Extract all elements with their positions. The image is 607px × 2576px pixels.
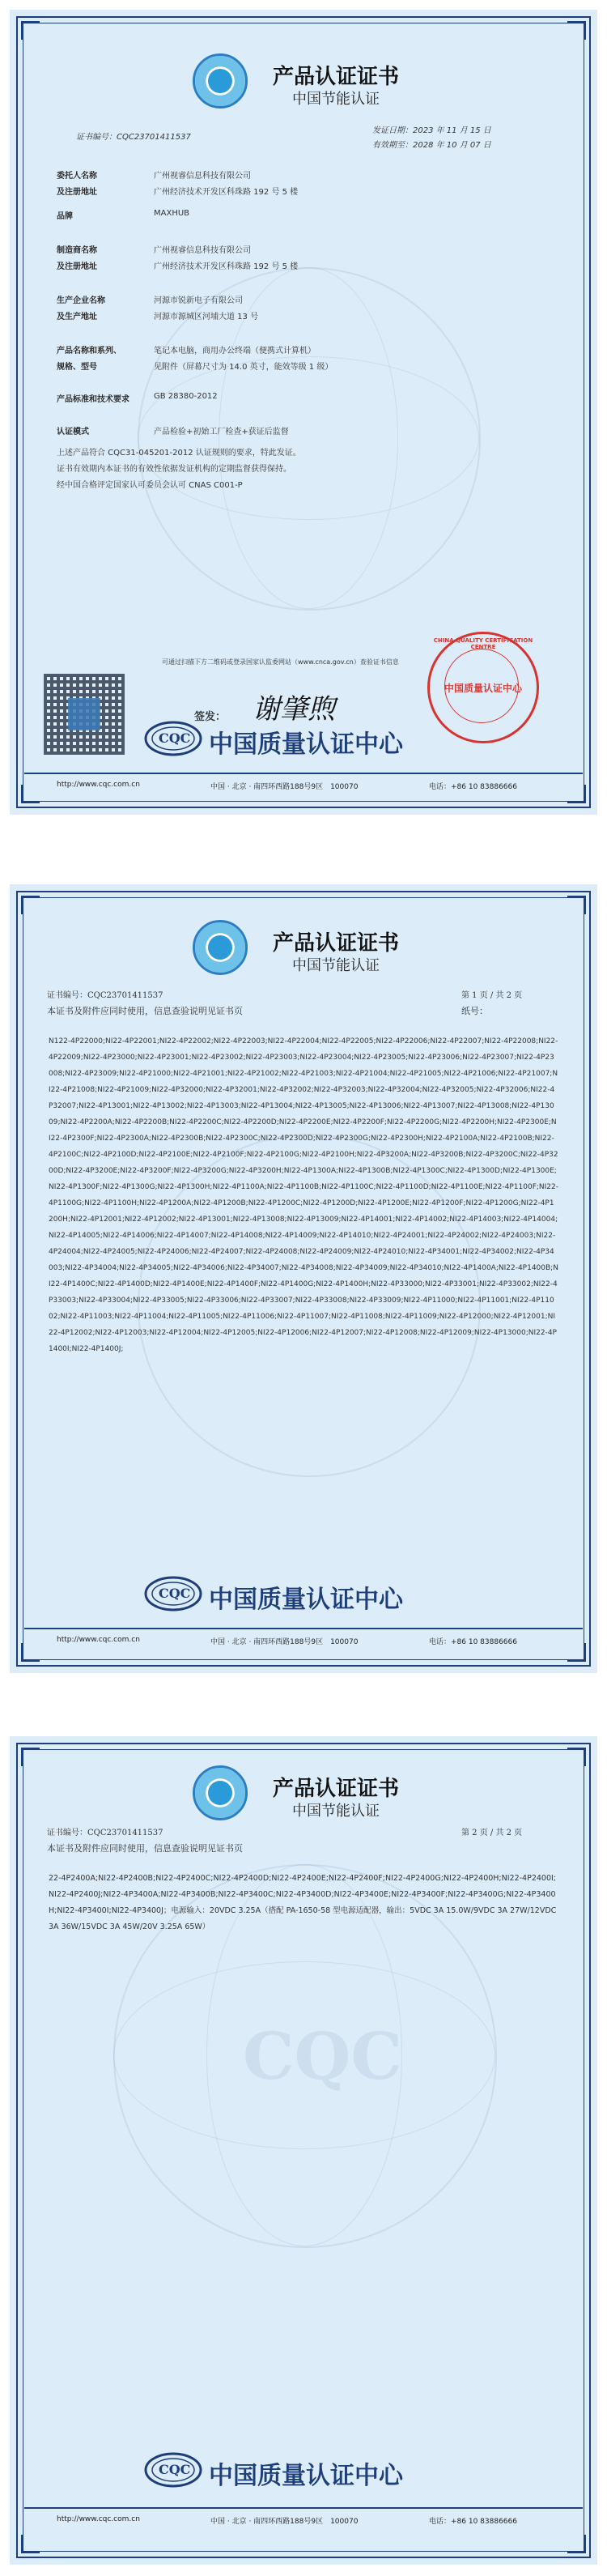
statement-line: 上述产品符合 CQC31-045201-2012 认证规则的要求，特此发证。 <box>57 449 301 458</box>
footer-divider <box>24 773 583 774</box>
field-value: 广州视睿信息科技有限公司 <box>154 246 251 255</box>
field-label: 产品名称和系列、 <box>57 347 121 356</box>
cqc-logo-text: CQC <box>159 730 191 746</box>
frame-corner <box>21 896 40 914</box>
field-label: 产品标准和技术要求 <box>57 395 129 404</box>
footer-address: 中国 · 北京 · 南四环西路188号9区 100070 <box>210 2518 359 2526</box>
organization-name: 中国质量认证中心 <box>209 1586 403 1614</box>
model-list: N122-4P22000;NI22-4P22001;NI22-4P22002;NI22-4P22003;NI22-4P22004;NI22-4P22005;NI22-4P22006;NI22-4P22007;NI22-4P22008;NI22-4P22009;NI22-4P23000;NI22-4P23001;NI22-4P23002;NI22-4P23003;NI22-4P23004;NI22-4P23005;NI22-4P23006;NI22-4P23007;NI22-4P23008;NI22-4P23009;NI22-4P21000;NI22-4P21001;NI22-4P21002;NI22-4P21003;NI22-4P21004;NI22-4P21005;NI22-4P21006;NI22-4P21007;NI22-4P21008;NI22-4P21009;NI22-4P32000;NI22-4P32001;NI22-4P32002;NI22-4P32003;NI22-4P32004;NI22-4P32005;NI22-4P32006;NI22-4P32007;NI22-4P13001;NI22-4P13002;NI22-4P13003;NI22-4P13004;NI22-4P13005;NI22-4P13006;NI22-4P13007;NI22-4P13008;NI22-4P13009;NI22-4P2200A;NI22-4P2200B;NI22-4P2200C;NI22-4P2200D;NI22-4P2200E;NI22-4P2200F;NI22-4P2200G;NI22-4P2200H;NI22-4P2300E;NI22-4P2300F;NI22-4P2300A;NI22-4P2300B;NI22-4P2300C;NI22-4P2300D;NI22-4P2300G;NI22-4P2300H;NI22-4P2100A;NI22-4P2100B;NI22-4P2100C;NI22-4P2100D;NI22-4P2100E;NI22-4P2100F;NI22-4P2100G;NI22-4P2100H;NI22-4P3200A;NI22-4P3200B;NI22-4P3200C;NI22-4P3200D;NI22-4P3200E;NI22-4P3200F;NI22-4P3200G;NI22-4P3200H;NI22-4P1300A;NI22-4P1300B;NI22-4P1300C;NI22-4P1300D;NI22-4P1300E;NI22-4P1300F;NI22-4P1300G;NI22-4P1300H;NI22-4P1100A;NI22-4P1100B;NI22-4P1100C;NI22-4P1100D;NI22-4P1100E;NI22-4P1100F;NI22-4P1100G;NI22-4P1100H;NI22-4P1200A;NI22-4P1200B;NI22-4P1200C;NI22-4P1200D;NI22-4P1200E;NI22-4P1200F;NI22-4P1200G;NI22-4P1200H;NI22-4P12001;NI22-4P12002;NI22-4P13001;NI22-4P13008;NI22-4P13009;NI22-4P14001;NI22-4P14002;NI22-4P14003;NI22-4P14004;NI22-4P14005;NI22-4P14006;NI22-4P14007;NI22-4P14008;NI22-4P14009;NI22-4P14010;NI22-4P24001;NI22-4P24002;NI22-4P24003;NI22-4P24004;NI22-4P24005;NI22-4P24006;NI22-4P24007;NI22-4P24008;NI22-4P24009;NI22-4P24010;NI22-4P34001;NI22-4P34002;NI22-4P34003;NI22-4P34004;NI22-4P34005;NI22-4P34006;NI22-4P34007;NI22-4P34008;NI22-4P34009;NI22-4P34010;NI22-4P1400A;NI22-4P1400B;NI22-4P1400C;NI22-4P1400D;NI22-4P1400E;NI22-4P1400F;NI22-4P1400G;NI22-4P1400H;NI22-4P33000;NI22-4P33001;NI22-4P33002;NI22-4P33003;NI22-4P33004;NI22-4P33005;NI22-4P33006;NI22-4P33007;NI22-4P33008;NI22-4P33009;NI22-4P11000;NI22-4P11001;NI22-4P11002;NI22-4P11003;NI22-4P11004;NI22-4P11005;NI22-4P11006;NI22-4P11007;NI22-4P11008;NI22-4P11009;NI22-4P12000;NI22-4P12001;NI22-4P12002;NI22-4P12003;NI22-4P12004;NI22-4P12005;NI22-4P12006;NI22-4P12007;NI22-4P12008;NI22-4P12009;NI22-4P13000;NI22-4P1400I;NI22-4P1400J; <box>49 1037 558 1353</box>
annex-note: 本证书及附件应同时使用，信息查验说明见证书页 <box>47 1843 243 1854</box>
statement-line: 证书有效期内本证书的有效性依据发证机构的定期监督获得保持。 <box>57 465 291 474</box>
annex-cert-number: 证书编号：CQC23701411537 <box>47 991 163 1000</box>
field-label: 及注册地址 <box>57 262 97 271</box>
field-label: 制造商名称 <box>57 246 97 255</box>
verify-instruction: 可通过扫描下方二维码或登录国家认监委网站（www.cnca.gov.cn）查验证书信息 <box>162 658 399 666</box>
qr-code-icon[interactable] <box>44 674 125 755</box>
frame-corner <box>21 2535 40 2553</box>
official-stamp: CHINA QUALITY CERTIFICATION CENTRE 中国质量认证中心 <box>427 632 539 743</box>
frame-corner <box>567 1643 586 1662</box>
annex-subtitle: 中国节能认证 <box>292 1803 380 1820</box>
field-label: 及注册地址 <box>57 188 97 197</box>
frame-corner <box>567 785 586 803</box>
cqc-watermark-text: CQC <box>243 2018 403 2094</box>
annex-title: 产品认证证书 <box>272 931 399 956</box>
field-label: 及生产地址 <box>57 313 97 321</box>
field-value: 河源市锐新电子有限公司 <box>154 296 243 305</box>
field-value: 笔记本电脑，商用办公终端（便携式计算机） <box>154 347 316 356</box>
annex-note: 本证书及附件应同时使用，信息查验说明见证书页 <box>47 1006 243 1016</box>
footer-address: 中国 · 北京 · 南四环西路188号9区 100070 <box>210 1638 359 1646</box>
cqc-logo-text: CQC <box>159 1586 191 1601</box>
certificate-subtitle: 中国节能认证 <box>292 91 380 108</box>
signature: 谢肇煦 <box>253 693 335 726</box>
annex-cert-number: 证书编号：CQC23701411537 <box>47 1829 163 1837</box>
issue-date: 发证日期：2023 年 11 月 15 日 <box>372 126 491 135</box>
valid-until: 有效期至：2028 年 10 月 07 日 <box>372 141 491 150</box>
annex-page-2 <box>0 1727 607 2576</box>
footer-divider <box>24 1628 583 1629</box>
frame-corner <box>567 21 586 40</box>
field-label: 委托人名称 <box>57 172 97 181</box>
field-value: GB 28380-2012 <box>154 392 218 401</box>
footer-website[interactable]: http://www.cqc.com.cn <box>57 2515 140 2523</box>
cert-number: 证书编号：CQC23701411537 <box>76 133 191 142</box>
model-list: 22-4P2400A;NI22-4P2400B;NI22-4P2400C;NI22-4P2400D;NI22-4P2400E;NI22-4P2400F;NI22-4P2400G;NI22-4P2400H;NI22-4P2400I;NI22-4P2400J;NI22-4P3400A;NI22-4P3400B;NI22-4P3400C;NI22-4P3400D;NI22-4P3400E;NI22-4P3400F;NI22-4P3400G;NI22-4P3400H;NI22-4P3400I;NI22-4P3400J；电源输入：20VDC 3.25A（搭配 PA-1650-58 型电源适配器，输出：5VDC 3A 15.0W/9VDC 3A 27W/12VDC 3A 36W/15VDC 3A 45W/20V 3.25A 65W） <box>49 1874 557 1931</box>
certificate-title: 产品认证证书 <box>272 65 399 89</box>
footer-phone: 电话：+86 10 83886666 <box>429 1638 517 1646</box>
annex-page-number: 第 2 页 / 共 2 页 <box>461 1829 523 1837</box>
field-value: 广州经济技术开发区科珠路 192 号 5 楼 <box>154 188 299 197</box>
field-value: MAXHUB <box>154 209 190 218</box>
annex-page-number: 第 1 页 / 共 2 页 <box>461 991 523 1000</box>
frame-corner <box>21 785 40 803</box>
field-label: 规格、型号 <box>57 363 97 372</box>
cqc-logo-text: CQC <box>159 2462 191 2477</box>
annex-subtitle: 中国节能认证 <box>292 957 380 974</box>
annex-seq-label: 纸号： <box>461 1006 488 1016</box>
footer-phone: 电话：+86 10 83886666 <box>429 783 517 791</box>
footer-address: 中国 · 北京 · 南四环西路188号9区 100070 <box>210 783 359 791</box>
field-value: 广州经济技术开发区科珠路 192 号 5 楼 <box>154 262 299 271</box>
frame-corner <box>21 1748 40 1766</box>
sign-label: 签发： <box>194 711 227 723</box>
field-value: 河源市源城区河埔大道 13 号 <box>154 313 259 321</box>
annex-page-1 <box>0 875 607 1684</box>
field-label: 品牌 <box>57 212 73 221</box>
field-value: 广州视睿信息科技有限公司 <box>154 172 251 181</box>
frame-corner <box>567 1748 586 1766</box>
organization-name: 中国质量认证中心 <box>209 730 403 759</box>
footer-website[interactable]: http://www.cqc.com.cn <box>57 1636 140 1644</box>
annex-title: 产品认证证书 <box>272 1777 399 1801</box>
frame-corner <box>21 1643 40 1662</box>
statement-line: 经中国合格评定国家认可委员会认可 CNAS C001-P <box>57 481 243 490</box>
field-value: 见附件（屏幕尺寸为 14.0 英寸，能效等级 1 级） <box>154 363 333 372</box>
frame-corner <box>567 896 586 914</box>
organization-name: 中国质量认证中心 <box>209 2462 403 2490</box>
field-label: 认证模式 <box>57 428 89 436</box>
frame-corner <box>567 2535 586 2553</box>
globe-watermark-line <box>138 356 479 520</box>
footer-divider <box>24 2507 583 2509</box>
footer-website[interactable]: http://www.cqc.com.cn <box>57 781 140 789</box>
field-label: 生产企业名称 <box>57 296 105 305</box>
certificate-page-1 <box>0 0 607 826</box>
footer-phone: 电话：+86 10 83886666 <box>429 2518 517 2526</box>
field-value: 产品检验+初始工厂检查+获证后监督 <box>154 428 289 436</box>
frame-corner <box>21 21 40 40</box>
